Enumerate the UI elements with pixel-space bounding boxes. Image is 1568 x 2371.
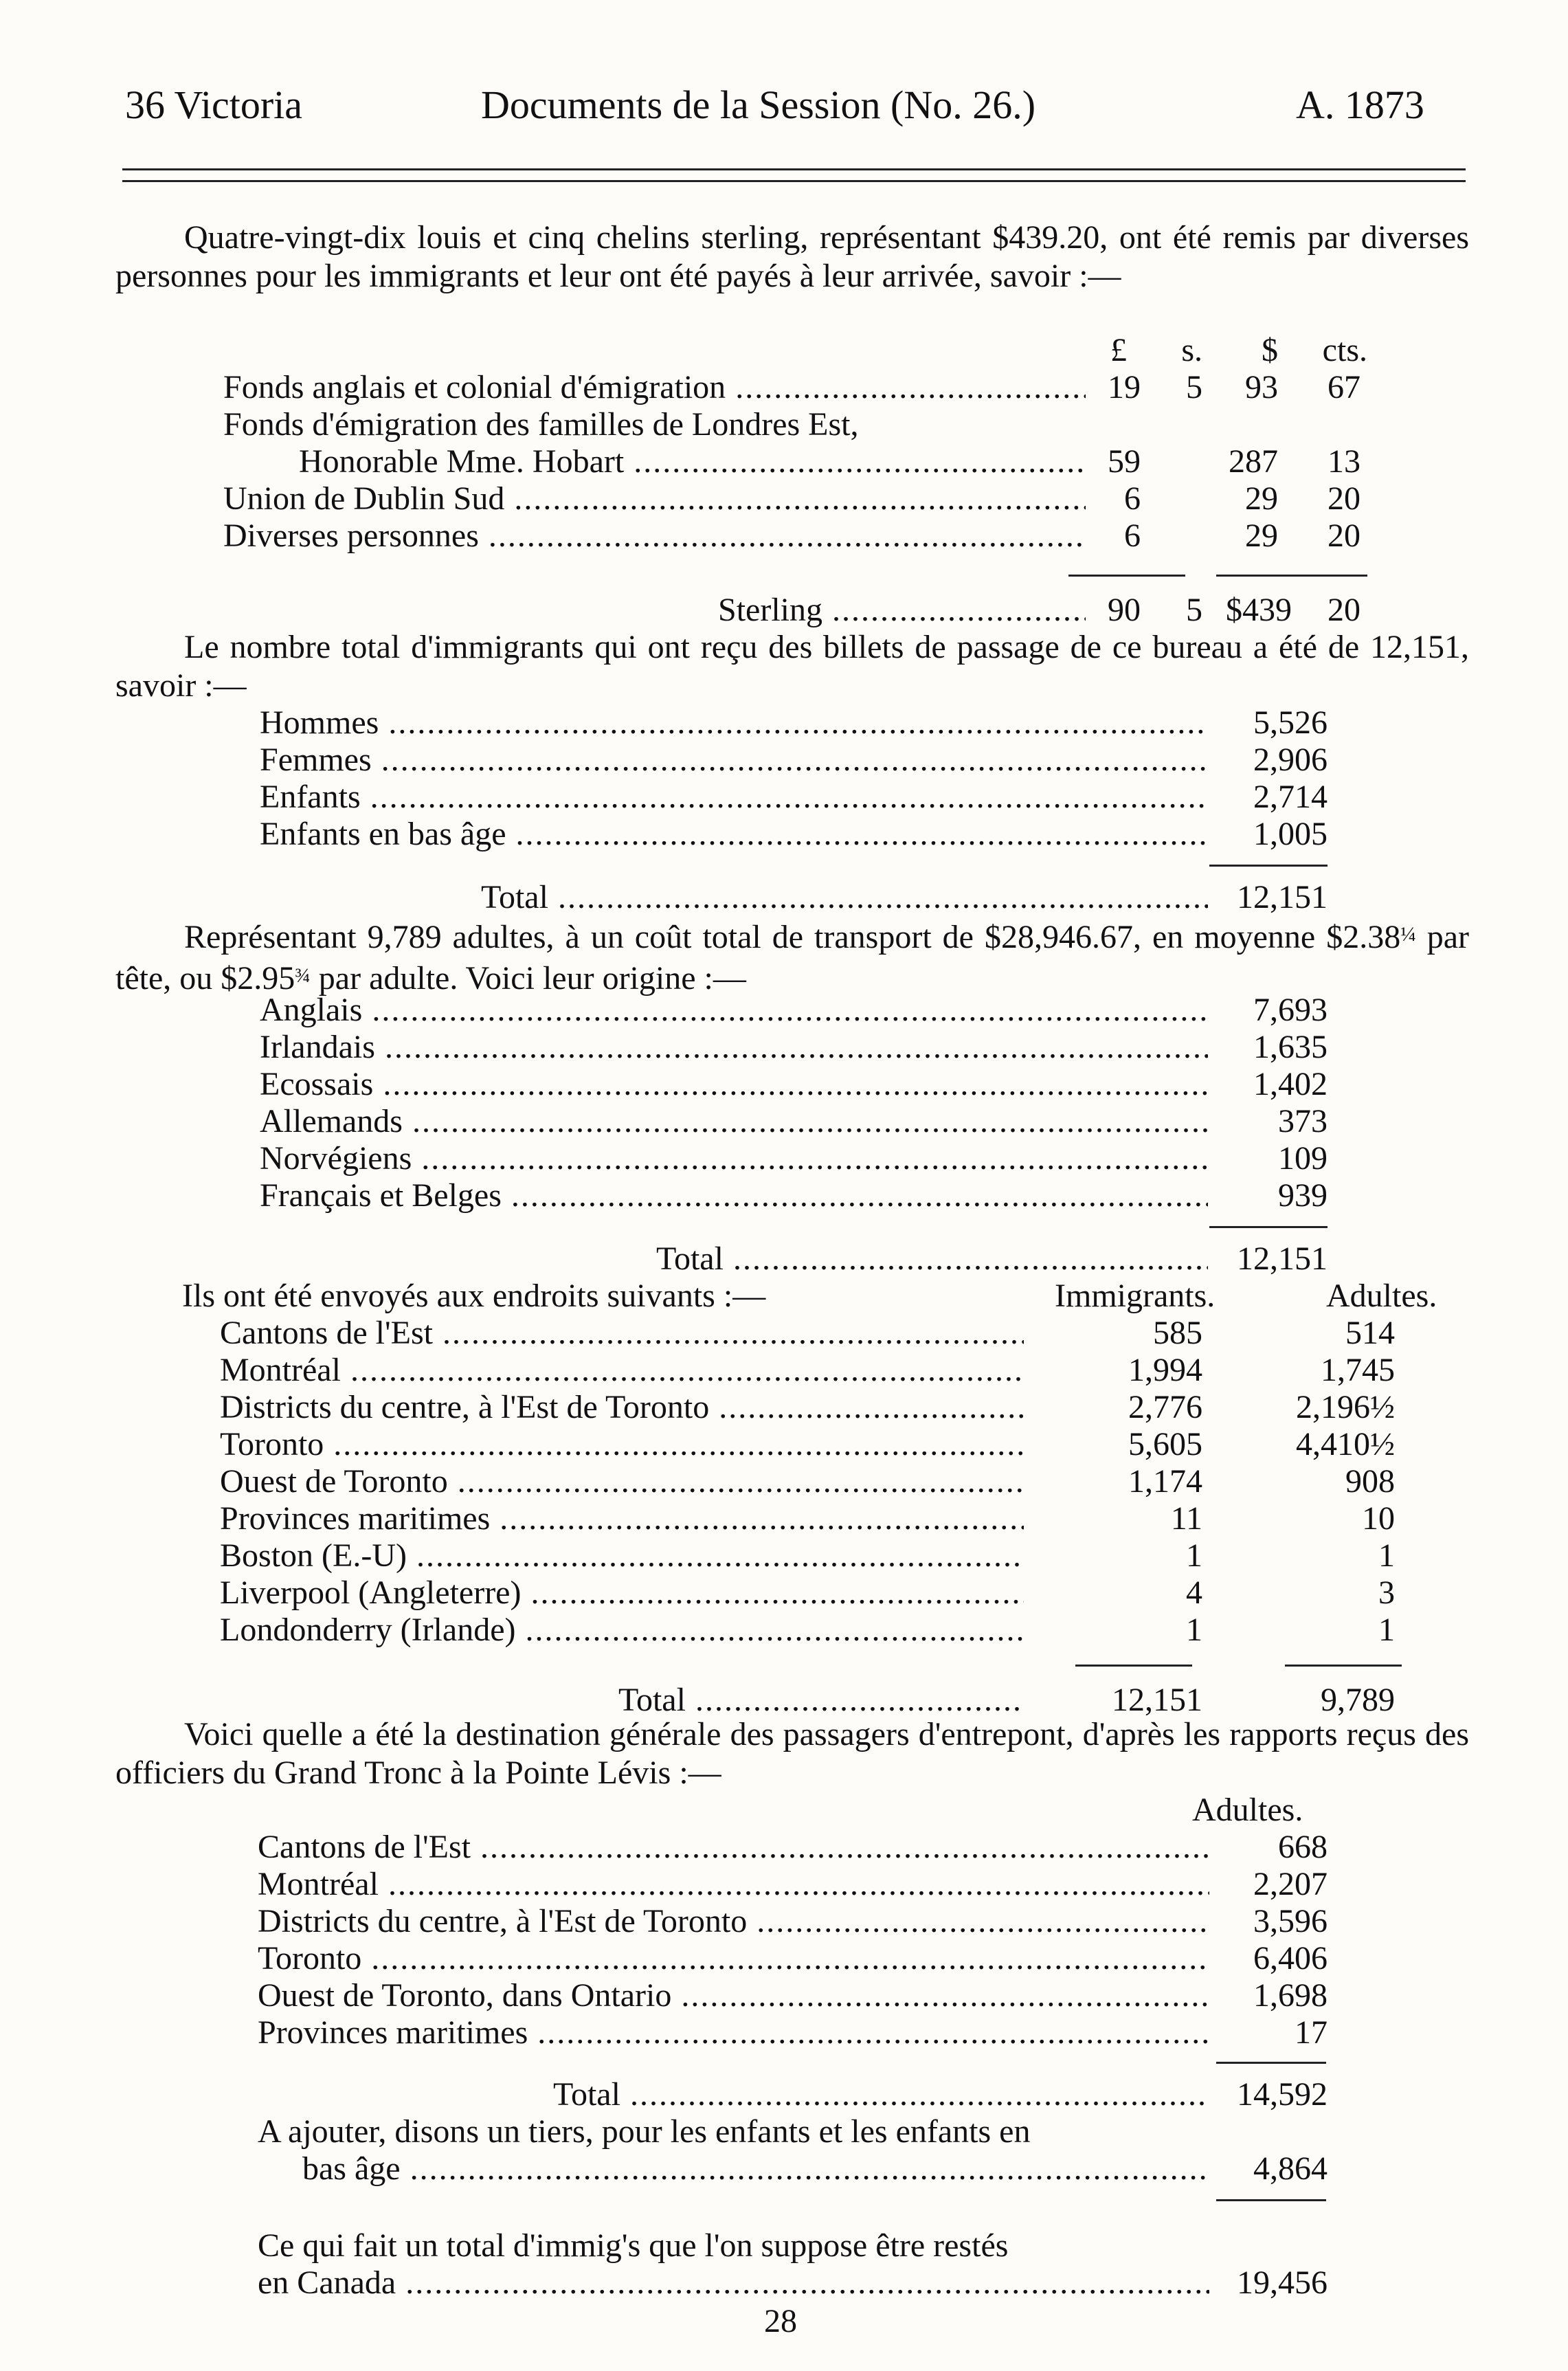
sum-rule [1209,1226,1328,1228]
final-row-line1: Ce qui fait un total d'immig's que l'on suppose être restés [258,2227,1009,2264]
table-row: Toronto ..... 5,605 4,410½ [0,1425,1568,1464]
header-session-year: 36 Victoria [125,82,302,127]
table-row: Liverpool (Angleterre) ..... 4 3 [0,1574,1568,1612]
header-rule-top [122,168,1466,170]
page-number: 28 [764,2303,797,2339]
table-row: Montréal ..... 1,994 1,745 [0,1351,1568,1390]
table-row: Diverses personnes ..... 6 29 20 [0,517,1568,555]
table-row: Provinces maritimes ..... 11 10 [0,1500,1568,1538]
total-row: Total ..... 12,151 [0,878,1568,917]
table-row: Union de Dublin Sud ..... 6 29 20 [0,480,1568,518]
table-row: Ecossais ..... 1,402 [0,1065,1568,1104]
header-rule-bottom [122,180,1466,182]
table-row: Districts du centre, à l'Est de Toronto ..... 2,776 2,196½ [0,1388,1568,1427]
table-row: Anglais ..... 7,693 [0,991,1568,1029]
total-row: Total ..... 12,151 9,789 [0,1681,1568,1719]
table-row: Boston (E.-U) ..... 1 1 [0,1537,1568,1575]
table-row: Ouest de Toronto, dans Ontario ..... 1,698 [0,1977,1568,2015]
table-row: Femmes ..... 2,906 [0,741,1568,779]
sum-rule [1216,2199,1326,2201]
table-row: Montréal ..... 2,207 [0,1865,1568,1904]
col-adultes: Adultes. [1326,1278,1437,1314]
table-row: Norvégiens ..... 109 [0,1139,1568,1178]
sum-rule [1209,865,1328,867]
col-dollars: $ [1262,332,1278,368]
header-year: A. 1873 [1296,82,1424,127]
col-adultes-dest: Adultes. [1192,1792,1303,1828]
final-row: en Canada ..... 19,456 [0,2264,1568,2302]
table-row: Toronto ..... 6,406 [0,1939,1568,1978]
table-row: Allemands ..... 373 [0,1102,1568,1141]
destination-paragraph: Voici quelle a été la destination générale des passagers d'entrepont, d'après les rapports reçus des officiers du Grand Tronc à la Pointe Lévis :— [115,1716,1469,1791]
sum-rule [1216,2062,1326,2064]
total-row: Total ..... 14,592 [0,2075,1568,2114]
table-row: Honorable Mme. Hobart ..... 59 287 13 [0,443,1568,481]
table-row: Irlandais ..... 1,635 [0,1028,1568,1067]
col-shillings: s. [1181,332,1202,368]
table-row: Ouest de Toronto ..... 1,174 908 [0,1462,1568,1501]
sum-rule [1068,575,1185,577]
intro-col-headers [0,331,1568,370]
col-cents: cts. [1322,332,1367,368]
table-row: Enfants ..... 2,714 [0,778,1568,816]
col-immigrants: Immigrants. [1055,1278,1216,1314]
table-row: Français et Belges ..... 939 [0,1177,1568,1215]
table-row: Londonderry (Irlande) ..... 1 1 [0,1611,1568,1649]
sum-rule [1285,1665,1402,1667]
table-row: Cantons de l'Est ..... 668 [0,1828,1568,1867]
passage-paragraph: Le nombre total d'immigrants qui ont reçu des billets de passage de ce bureau a été de 12,151, savoir :— [115,629,1469,704]
table-row: Enfants en bas âge ..... 1,005 [0,815,1568,854]
col-pounds: £ [1110,332,1127,368]
origin-paragraph: Représentant 9,789 adultes, à un coût total de transport de $28,946.67, en moyenne $\$2.38^{\frac{1}{4}}$ par tête, ou $\$2.95^{\frac{3}{4}}$ par adulte. Voici leur origine :— [115,919,1469,997]
table-row: Fonds d'émigration des familles de Londres Est, [223,406,859,443]
total-row: Sterling ..... 90 5 $439 20 [0,591,1568,630]
intro-paragraph: Quatre-vingt-dix louis et cinq chelins sterling, représentant $439.20, ont été remis par diverses personnes pour les immigrants et leur ont été payés à leur arrivée, savoir :— [115,219,1469,294]
sum-rule [1216,575,1367,577]
table-row: Districts du centre, à l'Est de Toronto ..... 3,596 [0,1902,1568,1941]
table-row: Hommes ..... 5,526 [0,704,1568,742]
sent-intro: Ils ont été envoyés aux endroits suivants :— [182,1278,766,1314]
add-row-line1: A ajouter, disons un tiers, pour les enfants et les enfants en [258,2113,1031,2150]
total-row: Total ..... 12,151 [0,1240,1568,1278]
sum-rule [1075,1665,1192,1667]
table-row: Fonds anglais et colonial d'émigration ..... 19 5 93 67 [0,368,1568,407]
header-title: Documents de la Session (No. 26.) [481,82,1036,127]
table-row: Cantons de l'Est ..... 585 514 [0,1314,1568,1353]
table-row: Provinces maritimes ..... 17 [0,2014,1568,2052]
add-row: bas âge ..... 4,864 [0,2150,1568,2188]
